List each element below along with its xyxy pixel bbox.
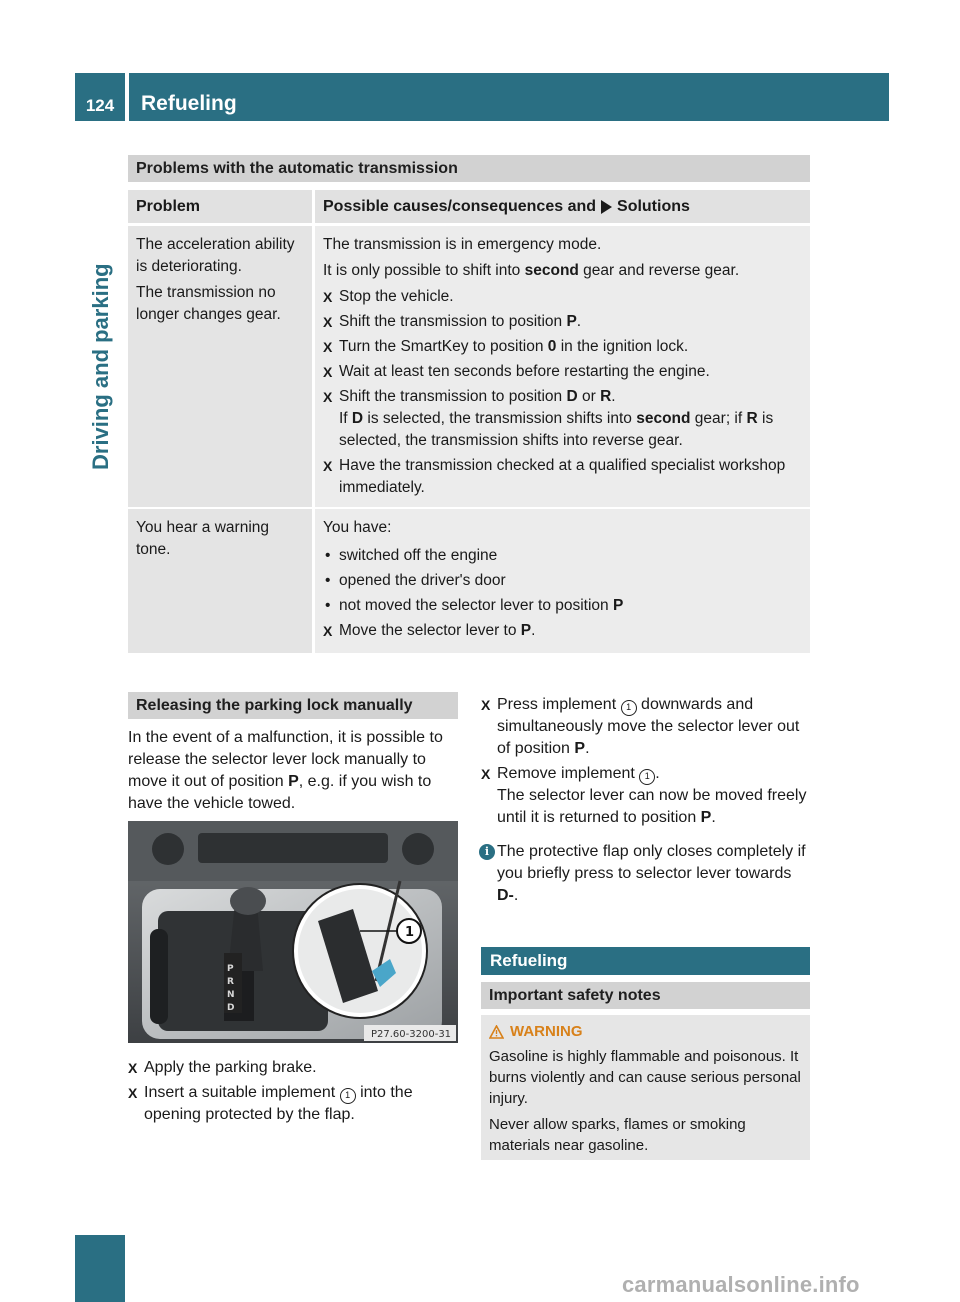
callout-1-icon: 1 bbox=[340, 1088, 356, 1104]
table-row-1-problem bbox=[128, 226, 312, 507]
selector-lever-photo bbox=[128, 821, 458, 1043]
parking-lock-title: Releasing the parking lock manually bbox=[128, 692, 458, 719]
warning-header bbox=[489, 1021, 802, 1042]
solution-step: X Shift the transmission to position P. bbox=[323, 311, 802, 333]
bullet-item: • not moved the selector lever to position P bbox=[323, 595, 802, 617]
solution-step: X Move the selector lever to P. bbox=[323, 620, 802, 642]
instruction-step: X Remove implement 1 . The selector lever can now be moved freely until it is returned to position P. bbox=[481, 763, 813, 829]
callout-1-icon: 1 bbox=[639, 769, 655, 785]
solution-step: X Have the transmission checked at a qualified specialist workshop immediately. bbox=[323, 455, 802, 499]
table-row-2-problem bbox=[128, 509, 312, 653]
instruction-step: X Insert a suitable implement 1 into the opening protected by the flap. bbox=[128, 1082, 460, 1126]
refueling-section-title: Refueling bbox=[481, 947, 810, 975]
gate-label-n: N bbox=[227, 990, 235, 1000]
column-header-solutions-suffix: Solutions bbox=[617, 197, 690, 215]
image-code: P27.60-3200-31 bbox=[371, 1029, 452, 1040]
side-tab-label: Driving and parking bbox=[88, 263, 113, 470]
warning-text: Never allow sparks, flames or smoking materials near gasoline. bbox=[489, 1116, 746, 1154]
info-icon: i bbox=[479, 844, 495, 860]
column-header-problem: Problem bbox=[128, 190, 312, 223]
bullet-item: • switched off the engine bbox=[323, 545, 802, 567]
warning-label: WARNING bbox=[510, 1023, 583, 1040]
solution-intro: The transmission is in emergency mode. bbox=[323, 236, 602, 253]
table-section-title: Problems with the automatic transmission bbox=[128, 155, 810, 182]
parking-lock-intro: In the event of a malfunction, it is possible to release the selector lever lock manually to move it out of position P, e.g. if you wish to have the vehicle towed. bbox=[128, 729, 443, 812]
watermark: carmanualsonline.info bbox=[622, 1272, 860, 1297]
info-note: i The protective flap only closes completely if you briefly press to selector lever towards D-. bbox=[481, 841, 813, 907]
problem-text: The transmission no longer changes gear. bbox=[136, 284, 281, 323]
page-number: 124 bbox=[75, 73, 125, 121]
callout-number: 1 bbox=[405, 925, 415, 940]
column-header-solutions-text: Possible causes/consequences and bbox=[323, 197, 597, 215]
solution-intro: It is only possible to shift into second gear and reverse gear. bbox=[323, 262, 740, 279]
solution-intro: You have: bbox=[323, 519, 392, 536]
column-header-solutions bbox=[315, 190, 810, 223]
arrow-right-icon bbox=[601, 200, 612, 214]
gate-label-p: P bbox=[227, 964, 234, 974]
safety-notes-title: Important safety notes bbox=[481, 982, 810, 1009]
callout-1-icon: 1 bbox=[621, 700, 637, 716]
gate-label-r: R bbox=[227, 977, 234, 987]
table-row-1-solution bbox=[315, 226, 810, 507]
bullet-item: • opened the driver's door bbox=[323, 570, 802, 592]
problem-text: You hear a warning tone. bbox=[136, 519, 269, 558]
instruction-step: X Press implement 1 downwards and simultaneously move the selector lever out of position P. bbox=[481, 694, 813, 760]
solution-step: X Shift the transmission to position D or R. If D is selected, the transmission shifts into second gear; if R is selected, the transmission shifts into reverse gear. bbox=[323, 386, 802, 452]
side-tab-block bbox=[75, 1235, 125, 1302]
problem-text: The acceleration ability is deteriorating. bbox=[136, 236, 295, 275]
instruction-step: X Apply the parking brake. bbox=[128, 1057, 460, 1079]
solution-step: X Wait at least ten seconds before restarting the engine. bbox=[323, 361, 802, 383]
warning-text: Gasoline is highly flammable and poisonous. It burns violently and can cause serious personal injury. bbox=[489, 1048, 801, 1107]
warning-box bbox=[481, 1015, 810, 1160]
warning-triangle-icon bbox=[489, 1025, 504, 1039]
table-row-2-solution bbox=[315, 509, 810, 653]
parking-lock-steps bbox=[128, 1055, 460, 1129]
page-title: Refueling bbox=[129, 73, 889, 121]
solution-step: X Stop the vehicle. bbox=[323, 286, 802, 308]
gate-label-d: D bbox=[227, 1003, 235, 1013]
parking-lock-steps-continued bbox=[481, 692, 813, 907]
solution-step: X Turn the SmartKey to position 0 in the ignition lock. bbox=[323, 336, 802, 358]
